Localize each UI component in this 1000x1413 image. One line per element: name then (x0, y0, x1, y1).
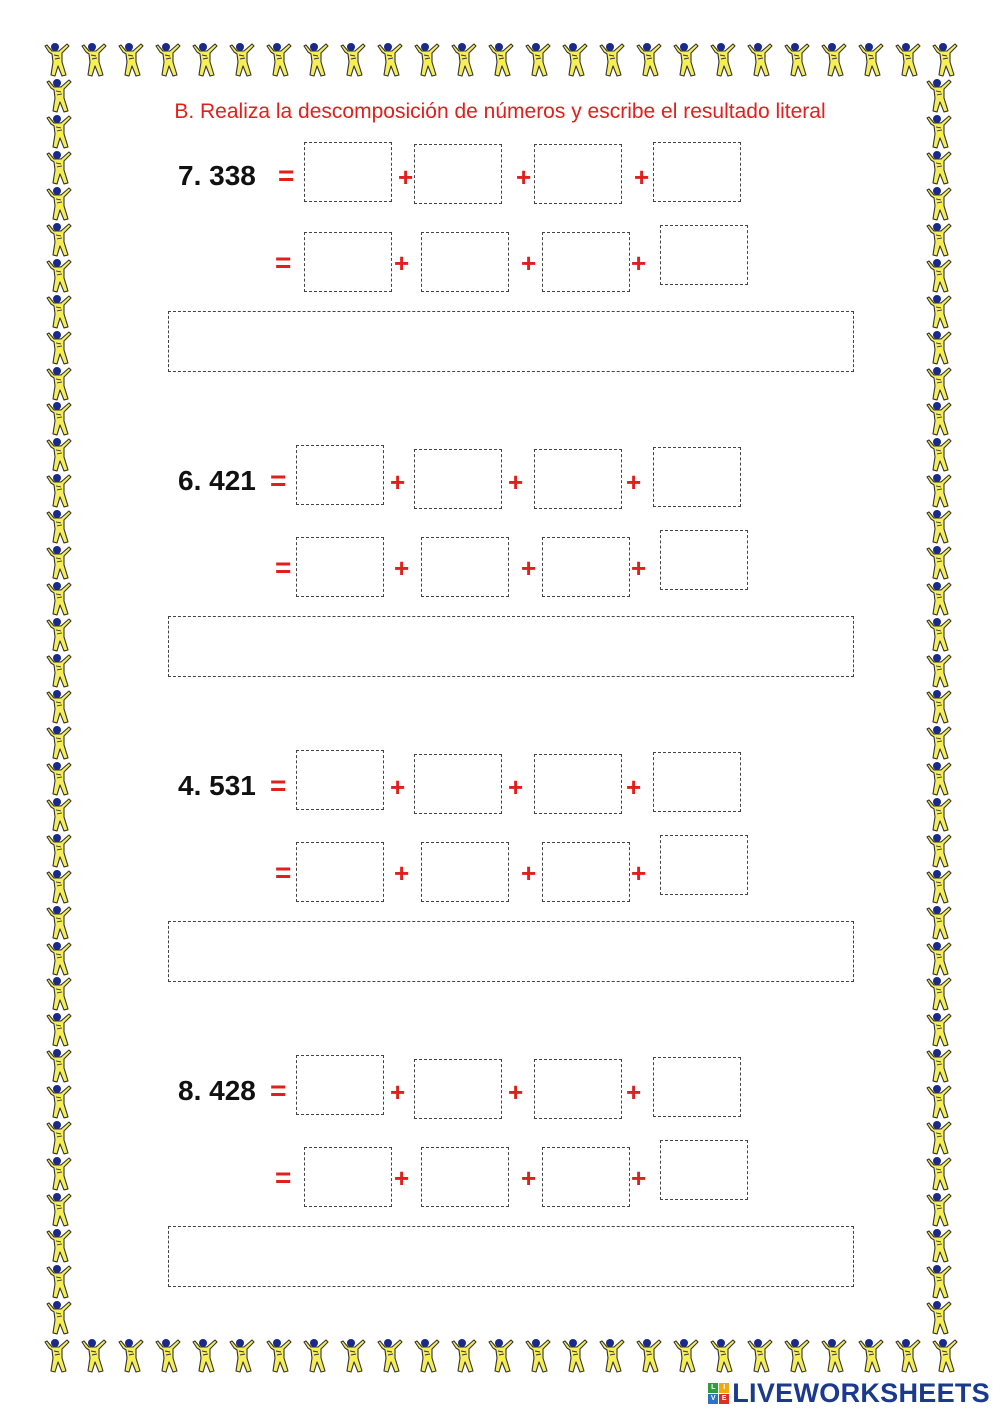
equals-sign: = (278, 160, 295, 191)
kid-figure-icon (708, 1338, 738, 1374)
kid-figure-icon (412, 1338, 442, 1374)
answer-box[interactable] (414, 1059, 502, 1119)
plus-sign: + (626, 467, 642, 497)
answer-box[interactable] (421, 1147, 509, 1207)
exercise-number: 4. 531 (178, 770, 256, 801)
equals-sign: = (275, 1162, 292, 1193)
plus-sign: + (626, 772, 642, 802)
liveworksheets-logo-icon (708, 1383, 729, 1404)
plus-sign: + (634, 162, 650, 192)
kid-figure-icon (264, 1338, 294, 1374)
answer-box[interactable] (542, 537, 630, 597)
kid-figure-icon (597, 1338, 627, 1374)
plus-sign: + (516, 162, 532, 192)
logo-tile: E (719, 1394, 729, 1404)
answer-box[interactable] (296, 537, 384, 597)
answer-box[interactable] (296, 750, 384, 810)
plus-sign: + (631, 553, 647, 583)
kid-figure-icon (745, 1338, 775, 1374)
logo-tile: L (708, 1383, 718, 1393)
answer-box[interactable] (414, 144, 502, 204)
answer-box[interactable] (421, 842, 509, 902)
answer-box[interactable] (660, 1140, 748, 1200)
answer-box[interactable] (653, 1057, 741, 1117)
exercise-number: 6. 421 (178, 465, 256, 496)
kid-figure-icon (44, 869, 74, 905)
plus-sign: + (390, 467, 406, 497)
answer-box[interactable] (653, 142, 741, 202)
kid-figure-icon (190, 1338, 220, 1374)
plus-sign: + (394, 1163, 410, 1193)
answer-box[interactable] (421, 537, 509, 597)
answer-box[interactable] (660, 835, 748, 895)
kid-figure-icon (924, 1228, 954, 1264)
equals-sign: = (270, 465, 287, 496)
answer-box[interactable] (414, 449, 502, 509)
exercise-block (0, 0, 1000, 278)
plus-sign: + (398, 162, 414, 192)
kid-figure-icon (449, 1338, 479, 1374)
kid-figure-icon (301, 1338, 331, 1374)
kid-figure-icon (893, 1338, 923, 1374)
kid-figure-icon (44, 1300, 74, 1336)
instructions-title: B. Realiza la descomposición de números y escribe el resultado literal (174, 100, 826, 123)
kid-figure-icon (338, 1338, 368, 1374)
answer-box[interactable] (414, 754, 502, 814)
kid-figure-icon (44, 1264, 74, 1300)
answer-box[interactable] (660, 530, 748, 590)
answer-box[interactable] (296, 445, 384, 505)
kid-figure-icon (856, 1338, 886, 1374)
exercise-block (0, 305, 1000, 583)
answer-box[interactable] (542, 1147, 630, 1207)
kid-figure-icon (924, 1264, 954, 1300)
plus-sign: + (521, 553, 537, 583)
plus-sign: + (626, 1077, 642, 1107)
answer-box[interactable] (653, 447, 741, 507)
plus-sign: + (394, 553, 410, 583)
exercise-block (0, 610, 1000, 888)
plus-sign: + (390, 1077, 406, 1107)
plus-sign: + (631, 858, 647, 888)
plus-sign: + (631, 1163, 647, 1193)
kid-figure-icon (44, 1192, 74, 1228)
kid-figure-icon (227, 1338, 257, 1374)
exercise-block (0, 915, 1000, 1193)
kid-figure-icon (44, 545, 74, 581)
plus-sign: + (390, 772, 406, 802)
kid-figure-icon (79, 1338, 109, 1374)
plus-sign: + (521, 858, 537, 888)
kid-figure-icon (44, 258, 74, 294)
plus-sign: + (394, 858, 410, 888)
equals-sign: = (270, 770, 287, 801)
plus-sign: + (508, 467, 524, 497)
answer-box[interactable] (534, 144, 622, 204)
liveworksheets-footer[interactable] (708, 1377, 990, 1409)
kid-figure-icon (782, 1338, 812, 1374)
plus-sign: + (521, 248, 537, 278)
kid-figure-icon (44, 1156, 74, 1192)
plus-sign: + (508, 772, 524, 802)
plus-sign: + (508, 1077, 524, 1107)
answer-box[interactable] (296, 1055, 384, 1115)
kid-figure-icon (924, 1300, 954, 1336)
answer-box[interactable] (653, 752, 741, 812)
answer-box[interactable] (296, 842, 384, 902)
kid-figure-icon (523, 1338, 553, 1374)
kid-figure-icon (924, 869, 954, 905)
kid-figure-icon (671, 1338, 701, 1374)
kid-figure-icon (924, 1192, 954, 1228)
plus-sign: + (631, 248, 647, 278)
answer-box[interactable] (542, 232, 630, 292)
answer-box[interactable] (304, 1147, 392, 1207)
answer-box[interactable] (660, 225, 748, 285)
exercise-number: 8. 428 (178, 1075, 256, 1106)
answer-box[interactable] (542, 842, 630, 902)
literal-result-box[interactable] (168, 1226, 854, 1287)
kid-figure-icon (819, 1338, 849, 1374)
kid-figure-icon (486, 1338, 516, 1374)
equals-sign: = (275, 552, 292, 583)
exercise-number: 7. 338 (178, 160, 256, 191)
logo-tile: V (708, 1394, 718, 1404)
answer-box[interactable] (534, 754, 622, 814)
kid-figure-icon (930, 1338, 960, 1374)
kid-figure-icon (116, 1338, 146, 1374)
equals-sign: = (275, 857, 292, 888)
kid-figure-icon (375, 1338, 405, 1374)
answer-box[interactable] (304, 232, 392, 292)
kid-figure-icon (634, 1338, 664, 1374)
kid-figure-icon (44, 1228, 74, 1264)
answer-box[interactable] (304, 142, 392, 202)
equals-sign: = (270, 1075, 287, 1106)
answer-box[interactable] (534, 1059, 622, 1119)
kid-figure-icon (924, 258, 954, 294)
kid-figure-icon (560, 1338, 590, 1374)
kid-figure-icon (924, 1156, 954, 1192)
logo-tile: I (719, 1383, 729, 1393)
answer-box[interactable] (534, 449, 622, 509)
kid-figure-icon (153, 1338, 183, 1374)
answer-box[interactable] (421, 232, 509, 292)
brand-name: LIVEWORKSHEETS (732, 1377, 990, 1408)
kid-figure-icon (924, 545, 954, 581)
plus-sign: + (394, 248, 410, 278)
bottom-border (42, 1338, 960, 1374)
plus-sign: + (521, 1163, 537, 1193)
kid-figure-icon (42, 1338, 72, 1374)
equals-sign: = (275, 247, 292, 278)
